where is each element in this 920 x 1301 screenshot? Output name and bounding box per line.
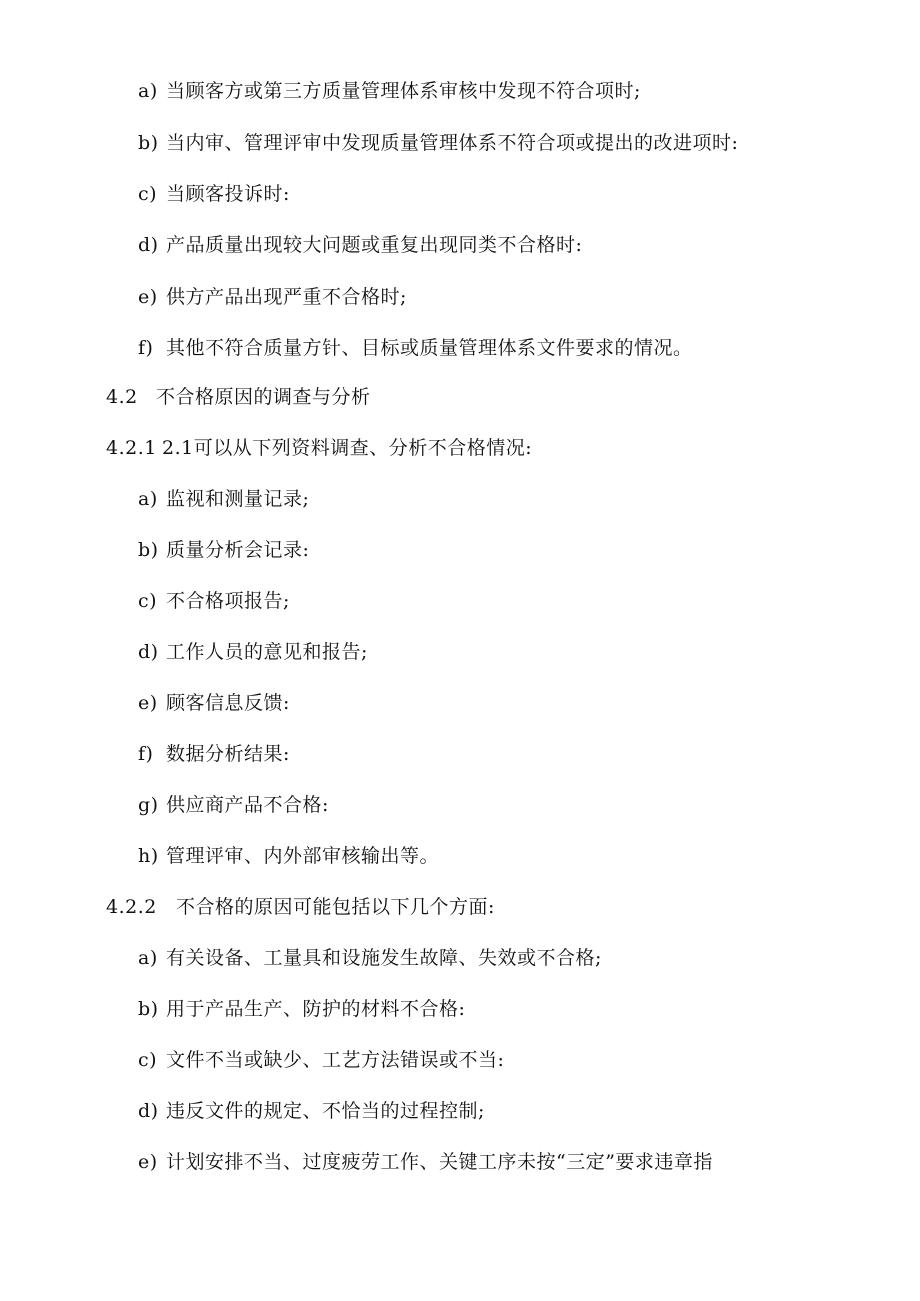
list-item bbox=[138, 843, 439, 869]
list-item bbox=[138, 1098, 485, 1124]
list-item-text: 监视和测量记录; bbox=[166, 488, 310, 510]
list-item-text: 当内审、管理评审中发现质量管理体系不符合项或提出的改进项时: bbox=[166, 132, 739, 154]
list-item-text: 用于产品生产、防护的材料不合格: bbox=[166, 998, 466, 1020]
list-marker: d) bbox=[138, 641, 159, 663]
list-item bbox=[138, 130, 738, 156]
list-marker: d) bbox=[138, 1100, 159, 1122]
list-marker: c) bbox=[138, 183, 158, 205]
list-item bbox=[138, 996, 465, 1022]
list-marker: b) bbox=[138, 132, 159, 154]
list-item bbox=[138, 639, 368, 665]
list-item bbox=[138, 690, 290, 716]
list-item-text: 供方产品出现严重不合格时; bbox=[166, 286, 407, 308]
list-item-text: 数据分析结果: bbox=[166, 743, 290, 765]
list-item bbox=[138, 792, 329, 818]
section-title: 不合格原因的调查与分析 bbox=[156, 386, 371, 408]
list-item bbox=[138, 181, 290, 207]
section-heading-4-2-1 bbox=[106, 435, 532, 461]
list-item bbox=[138, 1149, 713, 1175]
section-heading-4-2-2 bbox=[106, 894, 495, 920]
list-marker: a) bbox=[138, 488, 158, 510]
list-item bbox=[138, 537, 309, 563]
list-item-text: 有关设备、工量具和设施发生故障、失效或不合格; bbox=[166, 947, 602, 969]
section-number: 4.2.1 bbox=[106, 437, 157, 459]
list-item bbox=[138, 945, 602, 971]
list-item bbox=[138, 741, 290, 767]
list-marker: e) bbox=[138, 1151, 158, 1173]
list-marker: f) bbox=[138, 743, 154, 765]
section-heading-4-2 bbox=[106, 384, 371, 410]
list-item-text: 供应商产品不合格: bbox=[166, 794, 329, 816]
list-item-text: 产品质量出现较大问题或重复出现同类不合格时: bbox=[166, 234, 583, 256]
list-item-text: 当顾客投诉时: bbox=[166, 183, 290, 205]
list-item bbox=[138, 486, 309, 512]
list-marker: d) bbox=[138, 234, 159, 256]
list-marker: e) bbox=[138, 286, 158, 308]
list-item-text: 不合格项报告; bbox=[166, 590, 290, 612]
list-marker: g) bbox=[138, 794, 159, 816]
list-marker: e) bbox=[138, 692, 158, 714]
list-item bbox=[138, 232, 582, 258]
list-item-text: 当顾客方或第三方质量管理体系审核中发现不符合项时; bbox=[166, 80, 641, 102]
section-title: 2.1可以从下列资料调查、分析不合格情况: bbox=[162, 437, 533, 459]
list-marker: b) bbox=[138, 539, 159, 561]
list-marker: b) bbox=[138, 998, 159, 1020]
section-number: 4.2 bbox=[106, 386, 138, 408]
list-item bbox=[138, 588, 290, 614]
list-marker: h) bbox=[138, 845, 159, 867]
list-marker: a) bbox=[138, 947, 158, 969]
list-item bbox=[138, 1047, 504, 1073]
list-item-text: 管理评审、内外部审核输出等。 bbox=[166, 845, 440, 867]
list-item bbox=[138, 78, 641, 104]
list-marker: c) bbox=[138, 1049, 158, 1071]
list-marker: a) bbox=[138, 80, 158, 102]
list-item bbox=[138, 335, 693, 361]
list-marker: c) bbox=[138, 590, 158, 612]
list-item-text: 质量分析会记录: bbox=[166, 539, 310, 561]
section-number: 4.2.2 bbox=[106, 896, 157, 918]
list-item-text: 计划安排不当、过度疲劳工作、关键工序未按“三定”要求违章指 bbox=[166, 1151, 713, 1173]
list-item bbox=[138, 284, 407, 310]
section-title: 不合格的原因可能包括以下几个方面: bbox=[176, 896, 495, 918]
list-marker: f) bbox=[138, 337, 154, 359]
list-item-text: 违反文件的规定、不恰当的过程控制; bbox=[166, 1100, 485, 1122]
list-item-text: 顾客信息反馈: bbox=[166, 692, 290, 714]
list-item-text: 其他不符合质量方针、目标或质量管理体系文件要求的情况。 bbox=[166, 337, 693, 359]
list-item-text: 文件不当或缺少、工艺方法错误或不当: bbox=[166, 1049, 505, 1071]
list-item-text: 工作人员的意见和报告; bbox=[166, 641, 368, 663]
